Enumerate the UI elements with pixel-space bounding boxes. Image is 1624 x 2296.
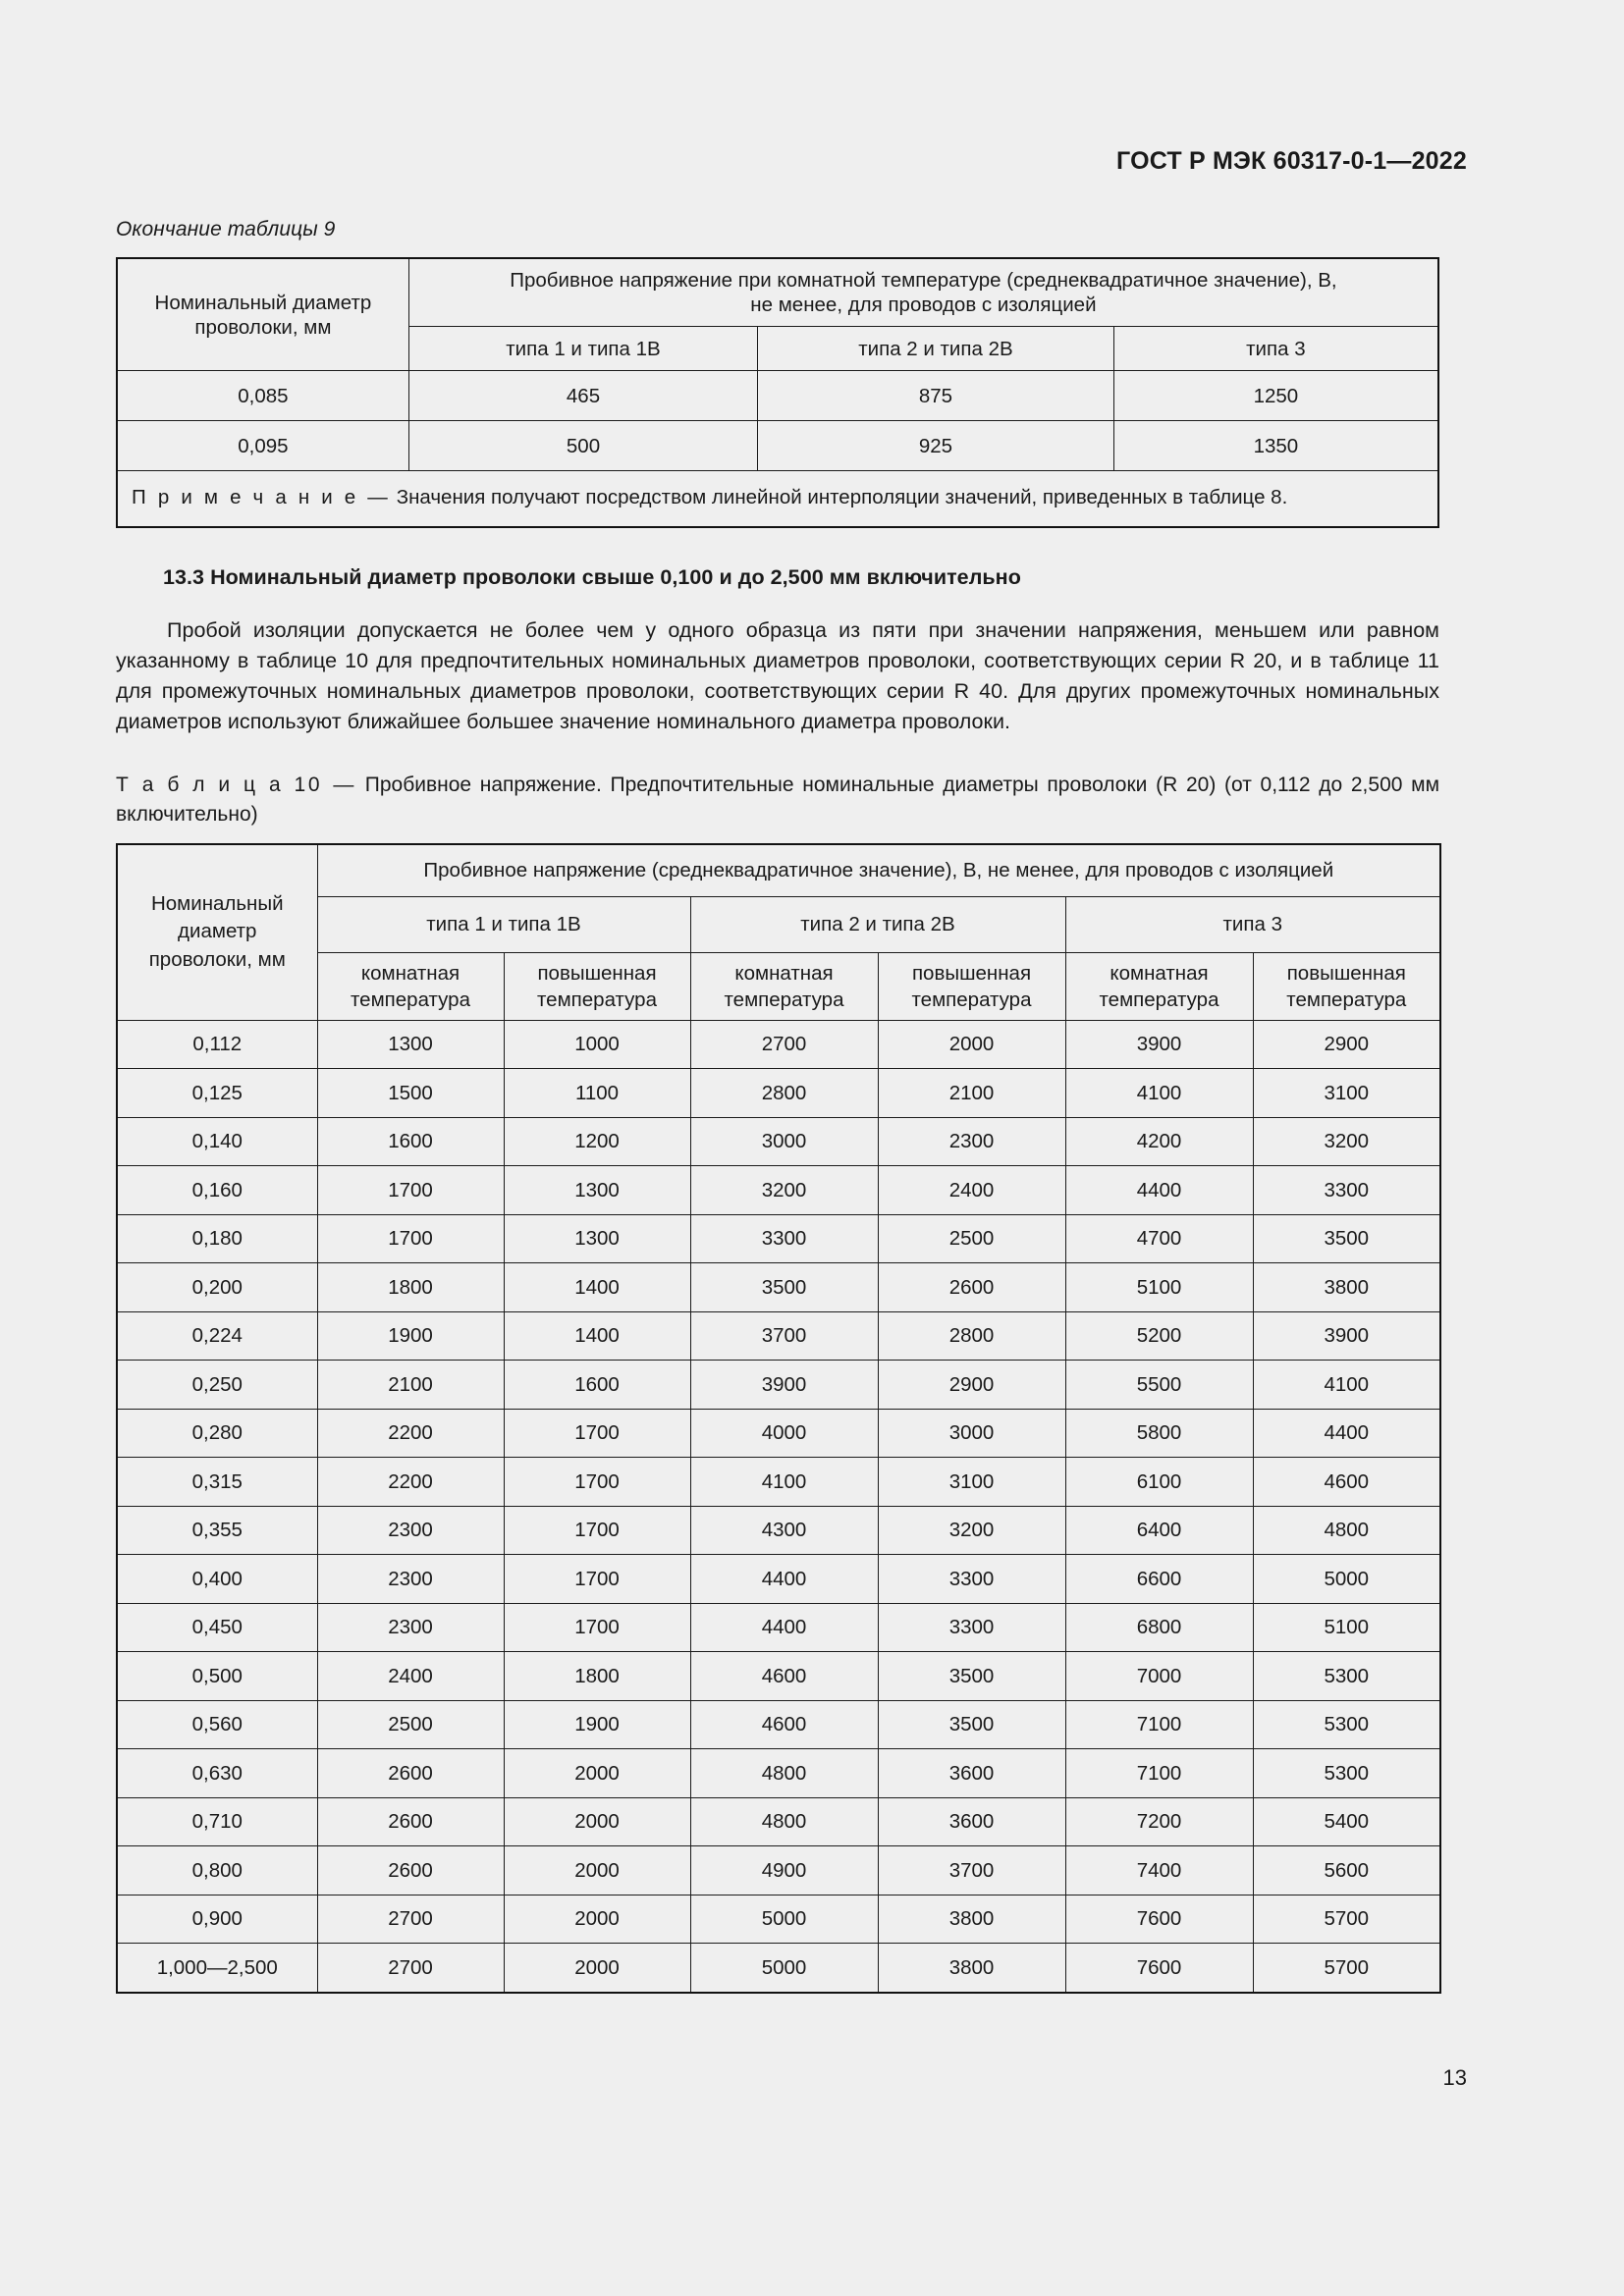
table10-cell: 1900 (504, 1700, 690, 1749)
table10-cell: 3200 (690, 1166, 878, 1215)
table10-cell: 4700 (1065, 1214, 1253, 1263)
table10-header-type3: типа 3 (1065, 896, 1440, 952)
table9-col-diameter-line1: Номинальный диаметр (154, 291, 372, 314)
table-row (117, 1603, 1440, 1652)
table9-cell: 1350 (1113, 421, 1438, 471)
table9-header-type2: типа 2 и типа 2В (758, 327, 1114, 371)
table10-cell: 2700 (690, 1020, 878, 1069)
table9-note (117, 471, 1438, 527)
table10-header-type1: типа 1 и типа 1В (317, 896, 690, 952)
table10-cell: 5000 (690, 1944, 878, 1993)
table10-cell: 6800 (1065, 1603, 1253, 1652)
table10-col-diameter-line3: проволоки, мм (148, 947, 286, 971)
table10-cell: 3500 (878, 1652, 1065, 1701)
table9-span-header-line1: Пробивное напряжение при комнатной температуре (среднеквадратичное значение), В, (510, 269, 1337, 292)
table9-cell: 925 (758, 421, 1114, 471)
table10-cell: 0,800 (117, 1846, 317, 1896)
table10-cell: 5000 (1253, 1555, 1440, 1604)
table-row (117, 1361, 1440, 1410)
table10-cell: 3500 (690, 1263, 878, 1312)
table10-cell: 3500 (1253, 1214, 1440, 1263)
table-row (117, 1506, 1440, 1555)
page-number: 13 (1442, 2065, 1467, 2090)
table10-cell: 3300 (878, 1603, 1065, 1652)
table10-cell: 1700 (504, 1603, 690, 1652)
table9-note-label: П р и м е ч а н и е — (132, 486, 391, 508)
table10-cell: 1600 (317, 1117, 504, 1166)
table10-header-temp-high (1253, 952, 1440, 1020)
table10-cell: 2700 (317, 1895, 504, 1944)
table10-cell: 0,112 (117, 1020, 317, 1069)
table10-cell: 2000 (504, 1895, 690, 1944)
table10-cell: 6400 (1065, 1506, 1253, 1555)
table10-cell: 2600 (317, 1749, 504, 1798)
temp-high-line2: температура (911, 988, 1032, 1011)
table10-cell: 3900 (690, 1361, 878, 1410)
table-row (117, 1555, 1440, 1604)
table10-cell: 0,224 (117, 1311, 317, 1361)
table10-cell: 3500 (878, 1700, 1065, 1749)
page-content (116, 218, 1439, 1994)
table10-cell: 1700 (504, 1506, 690, 1555)
table10-cell: 2900 (1253, 1020, 1440, 1069)
table9-span-header-line2: не менее, для проводов с изоляцией (750, 294, 1097, 316)
table-row (117, 1409, 1440, 1458)
table10-cell: 5600 (1253, 1846, 1440, 1896)
table9-cell: 0,085 (117, 371, 408, 421)
table9-cell: 875 (758, 371, 1114, 421)
table10-cell: 1200 (504, 1117, 690, 1166)
table9-cell: 465 (408, 371, 757, 421)
temp-room-line2: температура (351, 988, 470, 1011)
table10-cell: 5400 (1253, 1797, 1440, 1846)
table-row (117, 1846, 1440, 1896)
table10-cell: 0,200 (117, 1263, 317, 1312)
table10-cell: 1100 (504, 1069, 690, 1118)
table10-cell: 1700 (504, 1409, 690, 1458)
table-10 (116, 843, 1441, 1994)
table10-cell: 4400 (1065, 1166, 1253, 1215)
table10-cell: 1700 (317, 1166, 504, 1215)
table10-caption (116, 771, 1439, 829)
table10-cell: 5700 (1253, 1895, 1440, 1944)
table10-cell: 6600 (1065, 1555, 1253, 1604)
table10-cell: 0,560 (117, 1700, 317, 1749)
table10-header-row-1 (117, 844, 1440, 897)
temp-high-line2: температура (1286, 988, 1407, 1011)
table10-cell: 1800 (317, 1263, 504, 1312)
temp-high-line1: повышенная (537, 961, 657, 985)
table10-header-type2: типа 2 и типа 2В (690, 896, 1065, 952)
table10-cell: 3100 (1253, 1069, 1440, 1118)
table10-cell: 3600 (878, 1749, 1065, 1798)
table10-cell: 4400 (1253, 1409, 1440, 1458)
temp-high-line2: температура (537, 988, 657, 1011)
temp-room-line1: комнатная (360, 961, 460, 985)
table-row (117, 1069, 1440, 1118)
table10-cell: 2500 (317, 1700, 504, 1749)
table10-cell: 0,630 (117, 1749, 317, 1798)
table10-cell: 2600 (878, 1263, 1065, 1312)
table10-cell: 7600 (1065, 1944, 1253, 1993)
table10-cell: 7200 (1065, 1797, 1253, 1846)
table10-cell: 2300 (317, 1603, 504, 1652)
table10-cell: 5500 (1065, 1361, 1253, 1410)
temp-room-line1: комнатная (734, 961, 834, 985)
table10-cell: 3600 (878, 1797, 1065, 1846)
table10-cell: 5800 (1065, 1409, 1253, 1458)
table9-cell: 0,095 (117, 421, 408, 471)
table-row (117, 1458, 1440, 1507)
table10-cell: 3200 (1253, 1117, 1440, 1166)
table10-cell: 2200 (317, 1458, 504, 1507)
table10-cell: 2800 (690, 1069, 878, 1118)
table10-header-temp-room (1065, 952, 1253, 1020)
table-row (117, 1797, 1440, 1846)
table10-cell: 4800 (690, 1797, 878, 1846)
table10-cell: 2000 (504, 1944, 690, 1993)
table10-cell: 5200 (1065, 1311, 1253, 1361)
table10-caption-text: Пробивное напряжение. Предпочтительные номинальные диаметры проволоки (R 20) (от 0,112 до 2,500 мм включительно) (116, 773, 1440, 826)
table10-cell: 5100 (1253, 1603, 1440, 1652)
table10-cell: 2000 (504, 1797, 690, 1846)
temp-high-line1: повышенная (1286, 961, 1406, 985)
table10-cell: 4900 (690, 1846, 878, 1896)
temp-room-line2: температура (724, 988, 844, 1011)
table10-cell: 7400 (1065, 1846, 1253, 1896)
table10-cell: 4000 (690, 1409, 878, 1458)
table-row (117, 421, 1438, 471)
table10-cell: 2400 (317, 1652, 504, 1701)
table10-header-temp-high (878, 952, 1065, 1020)
table10-cell: 3800 (878, 1944, 1065, 1993)
table10-cell: 2000 (504, 1846, 690, 1896)
table-row (117, 1311, 1440, 1361)
table-row (117, 1020, 1440, 1069)
table10-cell: 3300 (690, 1214, 878, 1263)
table10-cell: 0,900 (117, 1895, 317, 1944)
table10-cell: 3100 (878, 1458, 1065, 1507)
table10-cell: 2700 (317, 1944, 504, 1993)
table10-cell: 2000 (504, 1749, 690, 1798)
table10-cell: 3700 (878, 1846, 1065, 1896)
table10-cell: 0,315 (117, 1458, 317, 1507)
table10-cell: 2500 (878, 1214, 1065, 1263)
table10-cell: 5300 (1253, 1700, 1440, 1749)
table10-cell: 4800 (690, 1749, 878, 1798)
table10-cell: 2400 (878, 1166, 1065, 1215)
table10-cell: 4100 (690, 1458, 878, 1507)
table10-cell: 1700 (504, 1555, 690, 1604)
table10-cell: 1300 (317, 1020, 504, 1069)
table-row (117, 1652, 1440, 1701)
table10-col-diameter-header (117, 844, 317, 1021)
table10-cell: 4400 (690, 1603, 878, 1652)
table9-cell: 1250 (1113, 371, 1438, 421)
table9-header-type1: типа 1 и типа 1В (408, 327, 757, 371)
table10-cell: 0,160 (117, 1166, 317, 1215)
table10-cell: 4300 (690, 1506, 878, 1555)
table-row (117, 1166, 1440, 1215)
table10-header-temp-high (504, 952, 690, 1020)
table-row (117, 1214, 1440, 1263)
table10-cell: 7100 (1065, 1749, 1253, 1798)
table10-cell: 7600 (1065, 1895, 1253, 1944)
table10-caption-lead: Т а б л и ц а 10 — (116, 773, 357, 796)
table-9 (116, 257, 1439, 528)
table-row (117, 1895, 1440, 1944)
table10-cell: 4400 (690, 1555, 878, 1604)
table10-cell: 4600 (1253, 1458, 1440, 1507)
table10-cell: 1500 (317, 1069, 504, 1118)
table9-continuation-label: Окончание таблицы 9 (116, 218, 336, 240)
table10-cell: 2600 (317, 1797, 504, 1846)
table9-span-header (408, 258, 1438, 327)
table10-cell: 2900 (878, 1361, 1065, 1410)
table10-cell: 3800 (1253, 1263, 1440, 1312)
table10-header-temp-room (690, 952, 878, 1020)
table10-cell: 1700 (504, 1458, 690, 1507)
table10-cell: 4800 (1253, 1506, 1440, 1555)
table10-cell: 3000 (878, 1409, 1065, 1458)
table10-cell: 2300 (317, 1506, 504, 1555)
table10-span-header: Пробивное напряжение (среднеквадратичное значение), В, не менее, для проводов с изоляцией (317, 844, 1440, 897)
table10-cell: 4200 (1065, 1117, 1253, 1166)
table10-cell: 3300 (1253, 1166, 1440, 1215)
table10-cell: 1400 (504, 1311, 690, 1361)
table9-col-diameter-line2: проволоки, мм (194, 315, 332, 339)
table10-cell: 1900 (317, 1311, 504, 1361)
table9-header-row-1 (117, 258, 1438, 327)
table10-cell: 0,400 (117, 1555, 317, 1604)
table10-cell: 2200 (317, 1409, 504, 1458)
table10-cell: 3200 (878, 1506, 1065, 1555)
table10-cell: 7000 (1065, 1652, 1253, 1701)
table10-cell: 2100 (317, 1361, 504, 1410)
table10-cell: 6100 (1065, 1458, 1253, 1507)
table10-cell: 1,000—2,500 (117, 1944, 317, 1993)
table10-cell: 0,140 (117, 1117, 317, 1166)
table10-cell: 3300 (878, 1555, 1065, 1604)
table10-cell: 5300 (1253, 1652, 1440, 1701)
table10-cell: 0,710 (117, 1797, 317, 1846)
table10-cell: 2600 (317, 1846, 504, 1896)
table10-cell: 2100 (878, 1069, 1065, 1118)
table10-cell: 0,355 (117, 1506, 317, 1555)
table10-cell: 5300 (1253, 1749, 1440, 1798)
table10-cell: 4100 (1253, 1361, 1440, 1410)
table10-cell: 0,500 (117, 1652, 317, 1701)
table10-cell: 1300 (504, 1166, 690, 1215)
table10-cell: 3000 (690, 1117, 878, 1166)
table10-col-diameter-line2: диаметр (178, 920, 257, 943)
table10-cell: 5000 (690, 1895, 878, 1944)
table10-cell: 1000 (504, 1020, 690, 1069)
table10-header-temp-room (317, 952, 504, 1020)
table9-col-diameter-header (117, 258, 408, 371)
table10-cell: 1800 (504, 1652, 690, 1701)
section-heading-13-3: 13.3 Номинальный диаметр проволоки свыше 0,100 и до 2,500 мм включительно (163, 564, 1021, 589)
standard-header: ГОСТ Р МЭК 60317-0-1—2022 (1116, 147, 1467, 175)
table10-cell: 2000 (878, 1020, 1065, 1069)
table10-cell: 2300 (317, 1555, 504, 1604)
table10-cell: 4100 (1065, 1069, 1253, 1118)
table10-cell: 0,450 (117, 1603, 317, 1652)
table10-col-diameter-line1: Номинальный (150, 891, 284, 915)
table10-cell: 3900 (1253, 1311, 1440, 1361)
table10-cell: 1600 (504, 1361, 690, 1410)
table-row (117, 1117, 1440, 1166)
table10-cell: 0,280 (117, 1409, 317, 1458)
table10-cell: 2800 (878, 1311, 1065, 1361)
table10-cell: 2300 (878, 1117, 1065, 1166)
table10-cell: 0,250 (117, 1361, 317, 1410)
table9-note-text: Значения получают посредством линейной интерполяции значений, приведенных в таблице 8. (396, 486, 1288, 508)
table10-cell: 4600 (690, 1652, 878, 1701)
table-row (117, 1263, 1440, 1312)
temp-room-line2: температура (1099, 988, 1219, 1011)
table9-header-type3: типа 3 (1113, 327, 1438, 371)
table10-cell: 3800 (878, 1895, 1065, 1944)
table10-cell: 1400 (504, 1263, 690, 1312)
table10-cell: 1300 (504, 1214, 690, 1263)
table-row (117, 1944, 1440, 1993)
table10-cell: 5700 (1253, 1944, 1440, 1993)
table10-cell: 1700 (317, 1214, 504, 1263)
table10-cell: 3700 (690, 1311, 878, 1361)
temp-high-line1: повышенная (911, 961, 1032, 985)
table10-cell: 7100 (1065, 1700, 1253, 1749)
table9-cell: 500 (408, 421, 757, 471)
table9-note-row (117, 471, 1438, 527)
table10-cell: 3900 (1065, 1020, 1253, 1069)
section-paragraph: Пробой изоляции допускается не более чем у одного образца из пяти при значении напряжения, меньшем или равном указанному в таблице 10 для предпочтительных номинальных диаметров проволоки, соответствующих серии R 20, и в таблице 11 для промежуточных номинальных диаметров проволоки, соответствующих серии R 40. Для других промежуточных номинальных диаметров используют ближайшее большее значение номинального диаметра проволоки. (116, 617, 1439, 733)
table10-body (117, 1020, 1440, 1993)
table-row (117, 371, 1438, 421)
table-row (117, 1700, 1440, 1749)
table10-cell: 4600 (690, 1700, 878, 1749)
temp-room-line1: комнатная (1110, 961, 1209, 985)
table10-cell: 0,125 (117, 1069, 317, 1118)
table10-cell: 0,180 (117, 1214, 317, 1263)
table-row (117, 1749, 1440, 1798)
table10-cell: 5100 (1065, 1263, 1253, 1312)
